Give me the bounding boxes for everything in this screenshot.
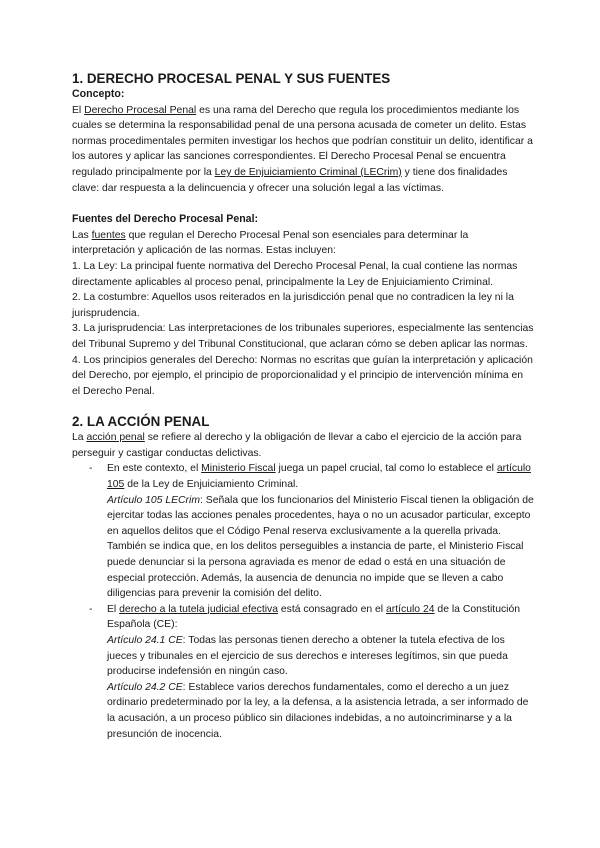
- accion-penal-list: [72, 461, 534, 742]
- text-run: de la Ley de Enjuiciamiento Criminal.: [124, 479, 299, 491]
- articulo-105-label: Artículo 105 LECrim: [107, 494, 200, 506]
- text-run: La: [72, 432, 87, 444]
- text-run: es una rama del Derecho que regula los procedimientos mediante los cuales se determina la responsabilidad penal de una persona acusada de cometer un delito. Estas normas procedimentales permiten investigar los hechos que podrían constituir un delito, identificar a los autores y aplicar las sanciones correspondientes. El Derecho Procesal Penal se encuentra regulado principalmente por la: [72, 104, 533, 178]
- text-run: juega un papel crucial, tal como lo establece el: [275, 463, 497, 475]
- text-run: se refiere al derecho y la obligación de llevar a cabo el ejercicio de la acción para perseguir y castigar conductas delictivas.: [72, 432, 522, 459]
- accion-penal-intro: [72, 430, 534, 461]
- fuentes-paragraph: [72, 228, 534, 259]
- articulo-24-1-label: Artículo 24.1 CE: [107, 635, 183, 646]
- concepto-heading: Concepto:: [72, 88, 125, 100]
- link-articulo-105[interactable]: artículo 105: [107, 463, 531, 491]
- text-run: y tiene dos finalidades clave: dar respuesta a la delincuencia y ofrecer una solución legal a las víctimas.: [72, 166, 508, 194]
- text-run: Las: [72, 229, 92, 241]
- dash-bullet: -: [89, 463, 93, 475]
- link-lecrim[interactable]: Ley de Enjuiciamiento Criminal (LECrim): [214, 166, 402, 178]
- fuentes-item-principios: 4. Los principios generales del Derecho: Normas no escritas que guían la interpretación y aplicación del Derecho, por ejemplo, el principio de proporcionalidad y el principio de intervención mínima en el Derecho Penal.: [72, 354, 533, 397]
- link-accion-penal[interactable]: acción penal: [86, 432, 145, 444]
- text-run: : Todas las personas tienen derecho a obtener la tutela efectiva de los jueces y tribunales en el ejercicio de sus derechos e intereses legítimos, sin que pueda producirse indefensión en ningún caso.: [107, 635, 508, 678]
- text-run: de la Constitución Española (CE):: [107, 603, 521, 631]
- link-articulo-24[interactable]: artículo 24: [386, 603, 435, 615]
- list-item-tutela-judicial: [72, 602, 534, 742]
- text-run: está consagrado en el: [277, 603, 387, 615]
- fuentes-item-ley: 1. La Ley: La principal fuente normativa del Derecho Procesal Penal, la cual contiene las normas directamente aplicables al proceso penal, principalmente la Ley de Enjuiciamiento Criminal.: [72, 260, 518, 288]
- bullet-text: [107, 602, 534, 633]
- articulo-24-1-text: [107, 633, 534, 680]
- text-run: : Señala que los funcionarios del Ministerio Fiscal tienen la obligación de ejercitar todas las acciones penales procedentes, haya o no un acusador particular, excepto en aquellos delitos que el Código Penal reserva exclusivamente a la querella privada. También se indica que, en los delitos perseguibles a instancia de parte, el Ministerio Fiscal puede denunciar si la persona agraviada es menor de edad o está en una situación de especial protección. Además, la ausencia de denuncia no impide que se lleven a cabo diligencias para prevenir la comisión del delito.: [107, 494, 534, 600]
- section-1-title: 1. DERECHO PROCESAL PENAL Y SUS FUENTES: [72, 71, 391, 86]
- link-derecho-procesal-penal[interactable]: Derecho Procesal Penal: [84, 104, 197, 116]
- link-ministerio-fiscal[interactable]: Ministerio Fiscal: [201, 463, 276, 475]
- articulo-105-text: [107, 493, 534, 602]
- list-item-ministerio-fiscal: [72, 461, 534, 601]
- fuentes-item-costumbre: 2. La costumbre: Aquellos usos reiterados en la jurisdicción penal que no contradicen la ley ni la jurisprudencia.: [72, 292, 514, 319]
- fuentes-heading: Fuentes del Derecho Procesal Penal:: [72, 213, 259, 226]
- text-run: : Establece varios derechos fundamentales, como el derecho a un juez ordinario predeterminado por la ley, a la defensa, a la asistencia letrada, a ser informado de la acusación, a un proceso público sin dilaciones indebidas, a no autoincriminarse y a la presunción de inocencia.: [107, 681, 529, 740]
- link-tutela-judicial[interactable]: derecho a la tutela judicial efectiva: [119, 603, 278, 615]
- concepto-paragraph: [72, 103, 534, 197]
- dash-bullet: -: [89, 603, 93, 615]
- text-run: que regulan el Derecho Procesal Penal son esenciales para determinar la interpretación y aplicación de las normas. Estas incluyen:: [72, 229, 469, 257]
- link-fuentes[interactable]: fuentes: [91, 229, 126, 241]
- bullet-text: [107, 461, 534, 492]
- text-run: En este contexto, el: [107, 463, 202, 475]
- fuentes-item-jurisprudencia: 3. La jurisprudencia: Las interpretaciones de los tribunales superiores, especialmente las sentencias del Tribunal Supremo y del Tribunal Constitucional, que aclaran cómo se deben aplicar las normas.: [72, 323, 534, 350]
- text-run: El: [72, 104, 85, 116]
- section-2-title: 2. LA ACCIÓN PENAL: [72, 414, 210, 430]
- articulo-24-2-label: Artículo 24.2 CE: [107, 681, 183, 693]
- articulo-24-2-text: [107, 680, 534, 742]
- text-run: El: [107, 603, 120, 615]
- document-body: [72, 70, 534, 742]
